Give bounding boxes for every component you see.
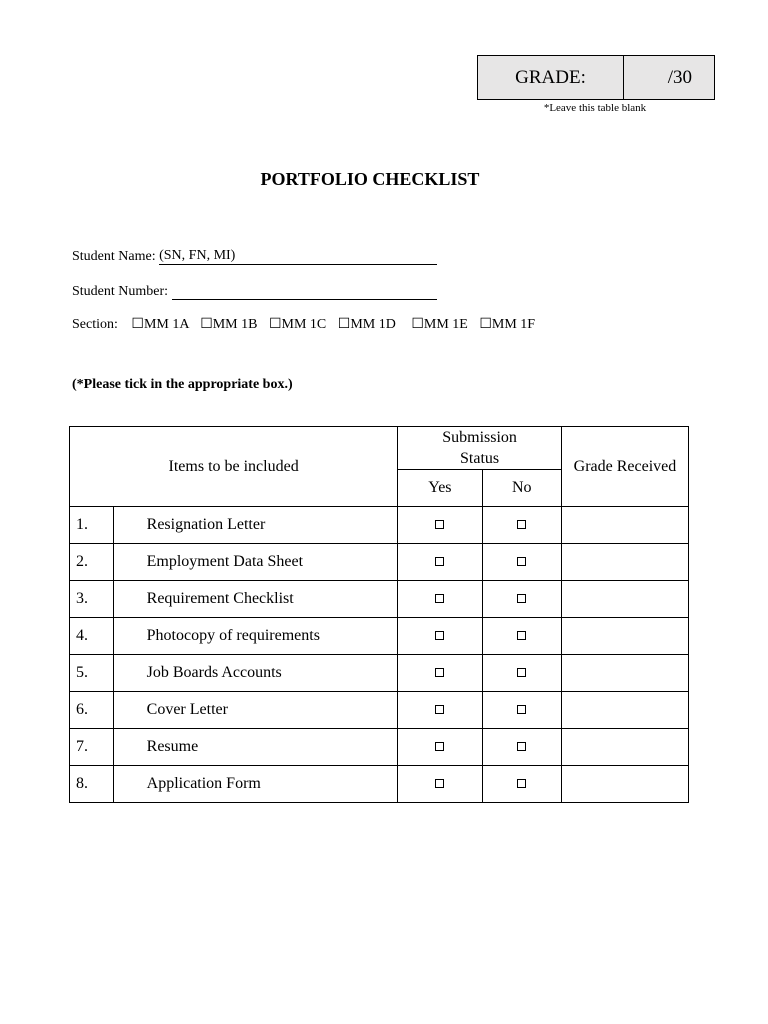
section-option-mm1d[interactable]: ☐MM 1D <box>337 317 396 332</box>
student-name-label: Student Name: <box>72 249 160 264</box>
no-checkbox[interactable] <box>517 557 526 566</box>
table-row <box>70 507 689 544</box>
row-number: 6. <box>70 692 114 729</box>
yes-cell <box>398 655 482 692</box>
row-number: 2. <box>70 544 114 581</box>
student-number-field[interactable] <box>172 283 437 300</box>
yes-checkbox[interactable] <box>435 594 444 603</box>
row-item: Employment Data Sheet <box>113 544 398 581</box>
section-row <box>72 316 535 333</box>
grade-cell[interactable] <box>561 729 688 766</box>
row-number: 1. <box>70 507 114 544</box>
no-checkbox[interactable] <box>517 520 526 529</box>
header-submission-status <box>398 427 562 470</box>
grade-cell[interactable] <box>561 544 688 581</box>
row-item: Resignation Letter <box>113 507 398 544</box>
row-item: Job Boards Accounts <box>113 655 398 692</box>
yes-checkbox[interactable] <box>435 631 444 640</box>
row-number: 4. <box>70 618 114 655</box>
no-cell <box>482 544 561 581</box>
yes-cell <box>398 729 482 766</box>
no-cell <box>482 692 561 729</box>
grade-box <box>477 55 715 100</box>
yes-checkbox[interactable] <box>435 742 444 751</box>
no-cell <box>482 655 561 692</box>
row-item: Cover Letter <box>113 692 398 729</box>
table-row <box>70 581 689 618</box>
no-cell <box>482 729 561 766</box>
row-number: 3. <box>70 581 114 618</box>
no-cell <box>482 618 561 655</box>
yes-checkbox[interactable] <box>435 705 444 714</box>
yes-cell <box>398 581 482 618</box>
grade-note: *Leave this table blank <box>543 102 647 114</box>
yes-checkbox[interactable] <box>435 668 444 677</box>
yes-checkbox[interactable] <box>435 779 444 788</box>
student-name-row <box>72 248 437 265</box>
student-name-hint: (SN, FN, MI) <box>159 248 236 263</box>
grade-cell[interactable] <box>561 766 688 803</box>
grade-cell[interactable] <box>561 692 688 729</box>
section-label: Section: <box>72 317 118 332</box>
table-row <box>70 729 689 766</box>
section-option-mm1f[interactable]: ☐MM 1F <box>479 317 536 332</box>
yes-cell <box>398 766 482 803</box>
no-checkbox[interactable] <box>517 668 526 677</box>
table-row <box>70 618 689 655</box>
student-number-label: Student Number: <box>72 284 172 299</box>
yes-cell <box>398 618 482 655</box>
no-checkbox[interactable] <box>517 631 526 640</box>
grade-cell[interactable] <box>561 581 688 618</box>
grade-cell[interactable] <box>561 655 688 692</box>
no-checkbox[interactable] <box>517 594 526 603</box>
no-checkbox[interactable] <box>517 779 526 788</box>
section-option-mm1c[interactable]: ☐MM 1C <box>268 317 327 332</box>
checklist-table <box>69 426 689 803</box>
header-no: No <box>482 470 561 507</box>
table-row <box>70 766 689 803</box>
table-row <box>70 544 689 581</box>
header-grade-received: Grade Received <box>561 427 688 507</box>
page-title: PORTFOLIO CHECKLIST <box>260 169 480 189</box>
yes-checkbox[interactable] <box>435 520 444 529</box>
header-items: Items to be included <box>70 427 398 507</box>
row-item: Application Form <box>113 766 398 803</box>
section-option-mm1e[interactable]: ☐MM 1E <box>411 317 468 332</box>
row-number: 7. <box>70 729 114 766</box>
row-number: 8. <box>70 766 114 803</box>
table-row <box>70 655 689 692</box>
section-option-mm1b[interactable]: ☐MM 1B <box>200 317 258 332</box>
section-option-mm1a[interactable]: ☐MM 1A <box>131 317 189 332</box>
yes-cell <box>398 507 482 544</box>
yes-checkbox[interactable] <box>435 557 444 566</box>
header-status-line1: Submission <box>442 429 517 446</box>
yes-cell <box>398 544 482 581</box>
row-item: Photocopy of requirements <box>113 618 398 655</box>
no-cell <box>482 766 561 803</box>
no-checkbox[interactable] <box>517 705 526 714</box>
yes-cell <box>398 692 482 729</box>
row-item: Requirement Checklist <box>113 581 398 618</box>
student-number-row <box>72 283 437 300</box>
header-yes: Yes <box>398 470 482 507</box>
header-status-line2: Status <box>460 450 500 467</box>
table-row <box>70 692 689 729</box>
grade-label: GRADE: <box>478 56 624 99</box>
no-cell <box>482 581 561 618</box>
grade-score: /30 <box>667 66 692 88</box>
grade-cell[interactable] <box>561 507 688 544</box>
grade-cell[interactable] <box>561 618 688 655</box>
student-name-field[interactable] <box>159 248 437 265</box>
row-number: 5. <box>70 655 114 692</box>
instruction-text: (*Please tick in the appropriate box.) <box>72 377 293 392</box>
row-item: Resume <box>113 729 398 766</box>
no-cell <box>482 507 561 544</box>
no-checkbox[interactable] <box>517 742 526 751</box>
